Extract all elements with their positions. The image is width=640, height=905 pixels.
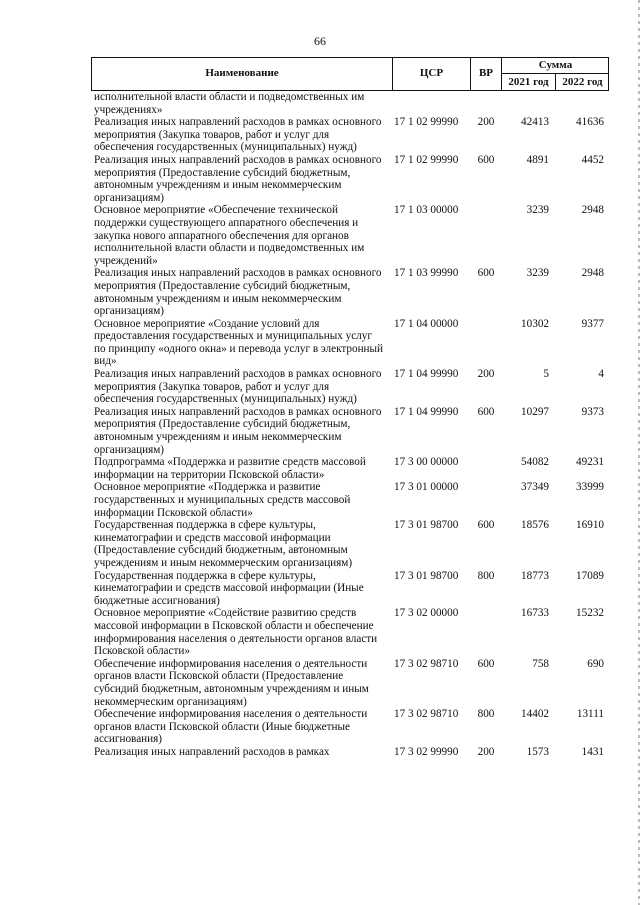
row-2022: 15232 [576, 607, 604, 620]
header-year-2022: 2022 год [562, 76, 603, 88]
row-2022: 2948 [581, 267, 604, 280]
header-name: Наименование [205, 67, 279, 79]
row-name: Государственная поддержка в сфере культуры, кинематографии и средств массовой информации (Иные бюджетные ассигнования) [94, 569, 364, 607]
row-2021: 1573 [526, 745, 549, 758]
row-name: Основное мероприятие «Содействие развитию средств массовой информации в Псковской области и обеспечение информирования населения о деятельности органов власти Псковской области» [94, 607, 378, 658]
row-vr: 800 [477, 569, 495, 582]
table-row [94, 91, 609, 116]
row-2022: 33999 [576, 481, 604, 494]
header-sum: Сумма [538, 59, 573, 71]
row-vr: 200 [477, 745, 495, 758]
row-name: Основное мероприятие «Обеспечение технической поддержки существующего аппаратного обеспечения и закупка нового аппаратного обеспечения для органов исполнительной власти области и подведомственных им учреждений» [94, 204, 365, 267]
row-code: 17 1 02 99990 [394, 153, 459, 166]
row-2021: 10302 [521, 317, 549, 330]
row-2022: 41636 [576, 116, 604, 129]
header-vr: ВР [478, 67, 494, 79]
header-year-2021: 2021 год [508, 76, 549, 88]
table-row [94, 570, 609, 608]
row-vr: 600 [477, 153, 495, 166]
row-code: 17 3 01 98700 [394, 519, 459, 532]
row-2021: 4891 [526, 153, 549, 166]
row-name: Государственная поддержка в сфере культуры, кинематографии и средств массовой информации (Предоставление субсидий бюджетным, автономным учреждениям и иным некоммерческим организациям) [94, 519, 353, 569]
table-row [94, 406, 609, 456]
row-2021: 42413 [521, 116, 549, 129]
row-name: Основное мероприятие «Создание условий для предоставления государственных и муниципальных услуг по принципу «одного окна» и перевода услуг в электронный вид» [94, 317, 384, 368]
row-2022: 4 [598, 368, 604, 381]
row-vr: 800 [477, 708, 495, 721]
row-name: Обеспечение информирования населения о деятельности органов власти Псковской области (Предоставление субсидий бюджетным, автономным учреждениям и иным некоммерческим организациям) [94, 657, 369, 708]
row-code: 17 3 02 98710 [394, 708, 459, 721]
row-name: Реализация иных направлений расходов в рамках основного мероприятия (Предоставление субсидий бюджетным, автономным учреждениям и иным некоммерческим организациям) [94, 405, 382, 456]
row-2021: 3239 [526, 267, 549, 280]
table-row [94, 607, 609, 657]
row-name: Реализация иных направлений расходов в рамках [94, 745, 330, 758]
row-2022: 1431 [581, 745, 604, 758]
page-number: 66 [314, 34, 326, 48]
table-row [94, 116, 609, 154]
row-vr: 600 [477, 267, 495, 280]
table-row [94, 154, 609, 204]
table-body [94, 91, 609, 758]
row-code: 17 1 04 99990 [394, 405, 459, 418]
table-row [94, 267, 609, 317]
row-2021: 18773 [521, 569, 549, 582]
row-2022: 690 [587, 657, 604, 670]
row-name: Подпрограмма «Поддержка и развитие средств массовой информации на территории Псковской области» [94, 456, 366, 481]
row-vr: 600 [477, 405, 495, 418]
row-code: 17 1 03 00000 [394, 204, 459, 217]
header-divider [501, 73, 609, 74]
table-row [94, 481, 609, 519]
row-code: 17 1 04 00000 [394, 317, 459, 330]
row-code: 17 1 04 99990 [394, 368, 459, 381]
row-2021: 3239 [526, 204, 549, 217]
table-row [94, 318, 609, 368]
table-row [94, 456, 609, 481]
row-vr: 200 [477, 368, 495, 381]
row-2022: 9377 [581, 317, 604, 330]
row-2021: 5 [543, 368, 549, 381]
row-2022: 2948 [581, 204, 604, 217]
row-2022: 4452 [581, 153, 604, 166]
row-2022: 13111 [576, 708, 604, 721]
header-code: ЦСР [419, 67, 444, 79]
row-name: Реализация иных направлений расходов в рамках основного мероприятия (Закупка товаров, работ и услуг для обеспечения государственных (муниципальных) нужд) [94, 368, 382, 406]
row-2021: 37349 [521, 481, 549, 494]
row-name: Обеспечение информирования населения о деятельности органов власти Псковской области (Иные бюджетные ассигнования) [94, 708, 368, 746]
row-name: Реализация иных направлений расходов в рамках основного мероприятия (Закупка товаров, работ и услуг для обеспечения государственных (муниципальных) нужд) [94, 116, 382, 154]
row-code: 17 3 02 99990 [394, 745, 459, 758]
row-code: 17 3 02 00000 [394, 607, 459, 620]
row-code: 17 1 02 99990 [394, 116, 459, 129]
row-name: Реализация иных направлений расходов в рамках основного мероприятия (Предоставление субсидий бюджетным, автономным учреждениям и иным некоммерческим организациям) [94, 153, 382, 204]
row-code: 17 3 01 00000 [394, 481, 459, 494]
table-row [94, 746, 609, 759]
row-code: 17 1 03 99990 [394, 267, 459, 280]
row-code: 17 3 02 98710 [394, 657, 459, 670]
row-2022: 16910 [576, 519, 604, 532]
row-2021: 54082 [521, 456, 549, 469]
row-2021: 14402 [521, 708, 549, 721]
table-row [94, 658, 609, 708]
row-2022: 17089 [576, 569, 604, 582]
table-row [94, 708, 609, 746]
row-code: 17 3 01 98700 [394, 569, 459, 582]
table-row [94, 519, 609, 569]
row-2022: 9373 [581, 405, 604, 418]
table-row [94, 368, 609, 406]
row-code: 17 3 00 00000 [394, 456, 459, 469]
row-2021: 18576 [521, 519, 549, 532]
row-2021: 758 [532, 657, 549, 670]
row-2021: 16733 [521, 607, 549, 620]
row-2022: 49231 [576, 456, 604, 469]
row-name: исполнительной власти области и подведомственных им учреждениях» [94, 91, 365, 116]
row-vr: 600 [477, 519, 495, 532]
row-2021: 10297 [521, 405, 549, 418]
row-vr: 600 [477, 657, 495, 670]
table-row [94, 204, 609, 267]
row-name: Реализация иных направлений расходов в рамках основного мероприятия (Предоставление субсидий бюджетным, автономным учреждениям и иным некоммерческим организациям) [94, 267, 382, 318]
row-name: Основное мероприятие «Поддержка и развитие государственных и муниципальных средств массовой информации Псковской области» [94, 481, 351, 519]
row-vr: 200 [477, 116, 495, 129]
